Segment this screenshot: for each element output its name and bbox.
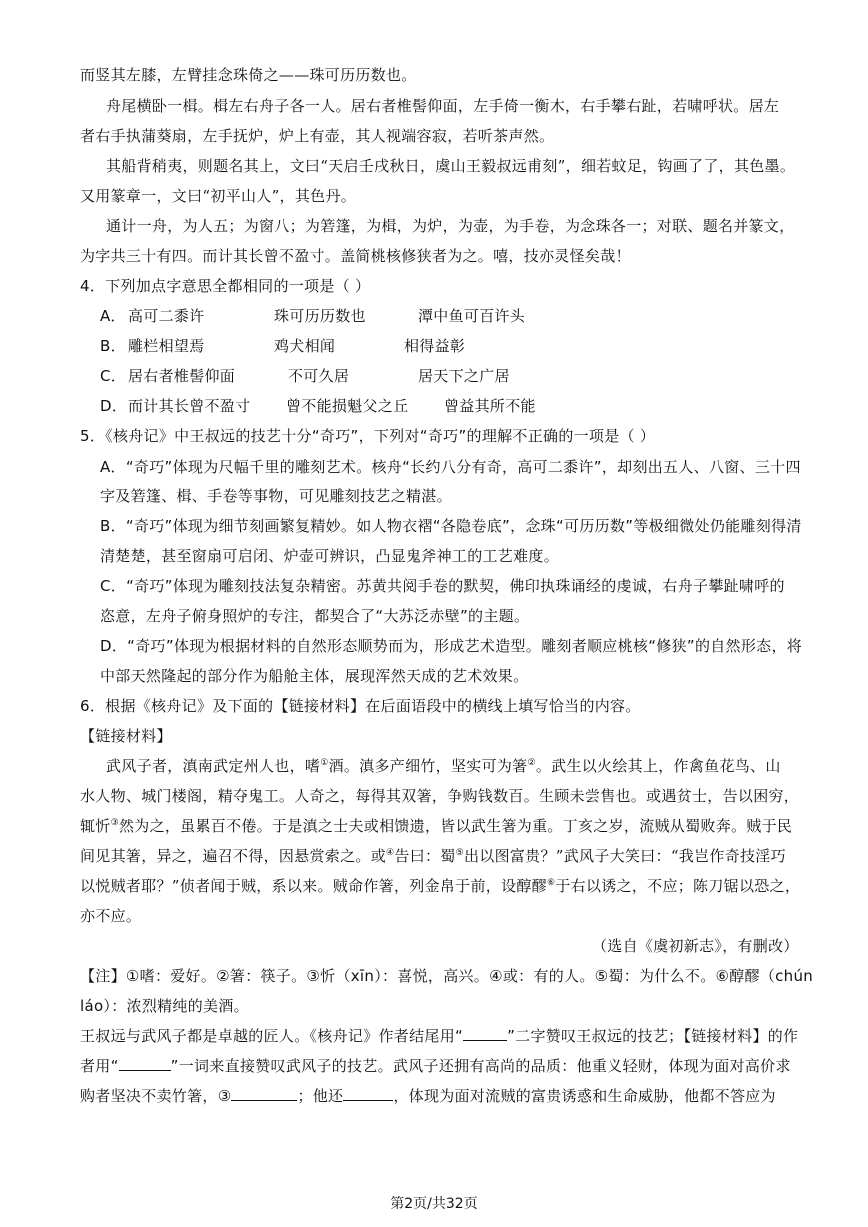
q5-option-b-line-1: B．“奇巧”体现为细节刻画繁复精妙。如人物衣褶“各隐卷底”，念珠“可历历数”等极细微处仍能雕刻得清	[100, 517, 802, 535]
q4-option-b-letter: B．	[100, 337, 126, 355]
question-6-stem: 6．根据《核舟记》及下面的【链接材料】在后面语段中的横线上填写恰当的内容。	[80, 697, 641, 715]
q5-option-d-line-2: 中部天然隆起的部分作为船舱主体，展现浑然天成的艺术效果。	[100, 667, 529, 685]
passage-line: 舟尾横卧一楫。楫左右舟子各一人。居右者椎髻仰面，左手倚一衡木，右手攀右趾，若啸呼状。居左	[106, 97, 780, 115]
passage-line: 为字共三十有四。而计其长曾不盈寸。盖简桃核修狭者为之。嘻，技亦灵怪矣哉！	[80, 247, 631, 265]
note-marker: ⑥	[546, 878, 556, 888]
fill-in-line	[80, 1056, 791, 1076]
q4-option-d-phrase-3: 曾益其所不能	[444, 397, 536, 415]
q4-option-c-phrase-1: 居右者椎髻仰面	[128, 367, 236, 385]
q4-option-a-phrase-3: 潭中鱼可百许头	[418, 307, 526, 325]
passage-line: 者右手执蒲葵扇，左手抚炉，炉上有壶，其人视端容寂，若听茶声然。	[80, 127, 555, 145]
question-5-stem: 5．《核舟记》中王叔远的技艺十分“奇巧”，下列对“奇巧”的理解不正确的一项是（ ）	[80, 427, 656, 445]
q5-option-a-line-1: A．“奇巧”体现为尺幅千里的雕刻艺术。核舟“长约八分有奇，高可二黍许”，却刻出五人、八窗、三十四	[100, 458, 801, 476]
answer-blank-2[interactable]	[119, 1056, 171, 1071]
note-marker: ⑤	[455, 848, 464, 858]
q5-option-d-line-1: D．“奇巧”体现为根据材料的自然形态顺势而为，形成艺术造型。雕刻者顺应桃核“修狭”的自然形态，将	[100, 637, 803, 655]
q4-option-b-phrase-3: 相得益彰	[404, 337, 466, 355]
note-marker: ③	[110, 818, 119, 828]
passage-line: 通计一舟，为人五；为窗八；为箬篷，为楫，为炉，为壶，为手卷，为念珠各一；对联、题名并篆文，	[106, 217, 795, 235]
link-material-title: 【链接材料】	[80, 727, 172, 745]
q5-option-a-line-2: 字及箬篷、楫、手卷等事物，可见雕刻技艺之精湛。	[100, 487, 452, 505]
material-line: 水人物、城门楼阁，精夺鬼工。人奇之，每得其双箸，争购钱数百。生顾未尝售也。或遇贫士，告以困穷，	[80, 787, 800, 805]
q4-option-a-phrase-2: 珠可历历数也	[274, 307, 366, 325]
fill-in-line	[80, 1026, 798, 1046]
q4-option-b-phrase-2: 鸡犬相闻	[274, 337, 336, 355]
question-4-stem: 4．下列加点字意思全都相同的一项是（ ）	[80, 277, 371, 295]
q5-option-b-line-2: 清楚楚，甚至窗扇可启闭、炉壶可辨识，凸显鬼斧神工的工艺难度。	[100, 547, 560, 565]
q4-option-d-phrase-1: 而计其长曾不盈寸	[128, 397, 251, 415]
fill-text: 者用“	[80, 1057, 119, 1075]
notes-line: 【注】①嗜：爱好。②箸：筷子。③忻（xīn）：喜悦，高兴。④或：有的人。⑤蜀：为什么不。⑥醇醪（chún	[80, 967, 814, 985]
fill-in-line	[80, 1086, 776, 1106]
q5-option-c-line-2: 恣意，左舟子俯身照炉的专注，都契合了“大苏泛赤壁”的主题。	[100, 607, 530, 625]
source-citation: （选自《虞初新志》，有删改）	[592, 937, 799, 955]
fill-text: ；他还	[297, 1087, 344, 1105]
material-line	[80, 816, 792, 836]
q4-option-d-phrase-2: 曾不能损魁父之丘	[286, 397, 409, 415]
material-text: 然为之，虽累百不倦。于是滇之士夫或相馈遗，皆以武生箸为重。丁亥之岁，流贼从蜀败奔。贼于民	[118, 817, 793, 835]
fill-text: ”一词来直接赞叹武风子的技艺。武风子还拥有高尚的品质：他重义轻财，体现为面对高价求	[170, 1057, 791, 1075]
fill-text: 王叔远与武风子都是卓越的匠人。《核舟记》作者结尾用“	[80, 1027, 464, 1045]
q4-option-a-phrase-1: 高可二黍许	[128, 307, 205, 325]
note-marker: ②	[527, 758, 536, 768]
material-text: 于右以诱之，不应；陈刀锯以恐之，	[555, 877, 801, 895]
note-marker: ①	[320, 758, 329, 768]
q4-option-c-letter: C．	[100, 367, 127, 385]
material-line	[80, 876, 800, 896]
answer-blank-4[interactable]	[343, 1086, 393, 1101]
page-number: 第2页/共32页	[390, 1196, 478, 1212]
q4-option-b-phrase-1: 雕栏相望焉	[128, 337, 205, 355]
passage-line: 而竖其左膝，左臂挂念珠倚之——珠可历历数也。	[80, 66, 417, 84]
material-line: 亦不应。	[80, 907, 142, 925]
material-text: 出以图富贵？”武风子大笑曰：“我岂作奇技淫巧	[463, 847, 786, 865]
material-line	[106, 756, 781, 776]
material-text: 酒。滇多产细竹，坚实可为箸	[328, 757, 528, 775]
passage-line: 又用篆章一，文曰“初平山人”，其色丹。	[80, 187, 357, 205]
material-text: 。武生以火绘其上，作禽鱼花鸟、山	[535, 757, 781, 775]
passage-line: 其船背稍夷，则题名其上，文曰“天启壬戌秋日，虞山王毅叔远甫刻”，细若蚊足，钩画了了，其色墨。	[106, 157, 796, 175]
material-text: 武风子者，滇南武定州人也，嗜	[106, 757, 321, 775]
material-text: 以悦贼者耶？”侦者闻于贼，系以来。贼命作箸，列金帛于前，设醇醪	[80, 877, 547, 895]
material-text: 告曰：蜀	[394, 847, 456, 865]
answer-blank-3[interactable]	[231, 1086, 297, 1101]
q4-option-c-phrase-2: 不可久居	[288, 367, 350, 385]
notes-line: láo）：浓烈精纯的美酒。	[80, 997, 249, 1015]
q5-option-c-line-1: C．“奇巧”体现为雕刻技法复杂精密。苏黄共阅手卷的默契，佛印执珠诵经的虔诚，右舟子攀趾啸呼的	[100, 577, 785, 595]
fill-text: ，体现为面对流贼的富贵诱惑和生命威胁，他都不答应为	[393, 1087, 776, 1105]
material-text: 辄忻	[80, 817, 111, 835]
material-text: 间见其箸，异之，遍召不得，因悬赏索之。或	[80, 847, 387, 865]
fill-text: 购者坚决不卖竹箸，③	[80, 1087, 232, 1105]
material-line	[80, 846, 786, 866]
note-marker: ④	[386, 848, 395, 858]
q4-option-d-letter: D．	[100, 397, 128, 415]
fill-text: ”二字赞叹王叔远的技艺；【链接材料】的作	[507, 1027, 799, 1045]
answer-blank-1[interactable]	[463, 1026, 507, 1041]
q4-option-a-letter: A．	[100, 307, 126, 325]
q4-option-c-phrase-3: 居天下之广居	[418, 367, 510, 385]
